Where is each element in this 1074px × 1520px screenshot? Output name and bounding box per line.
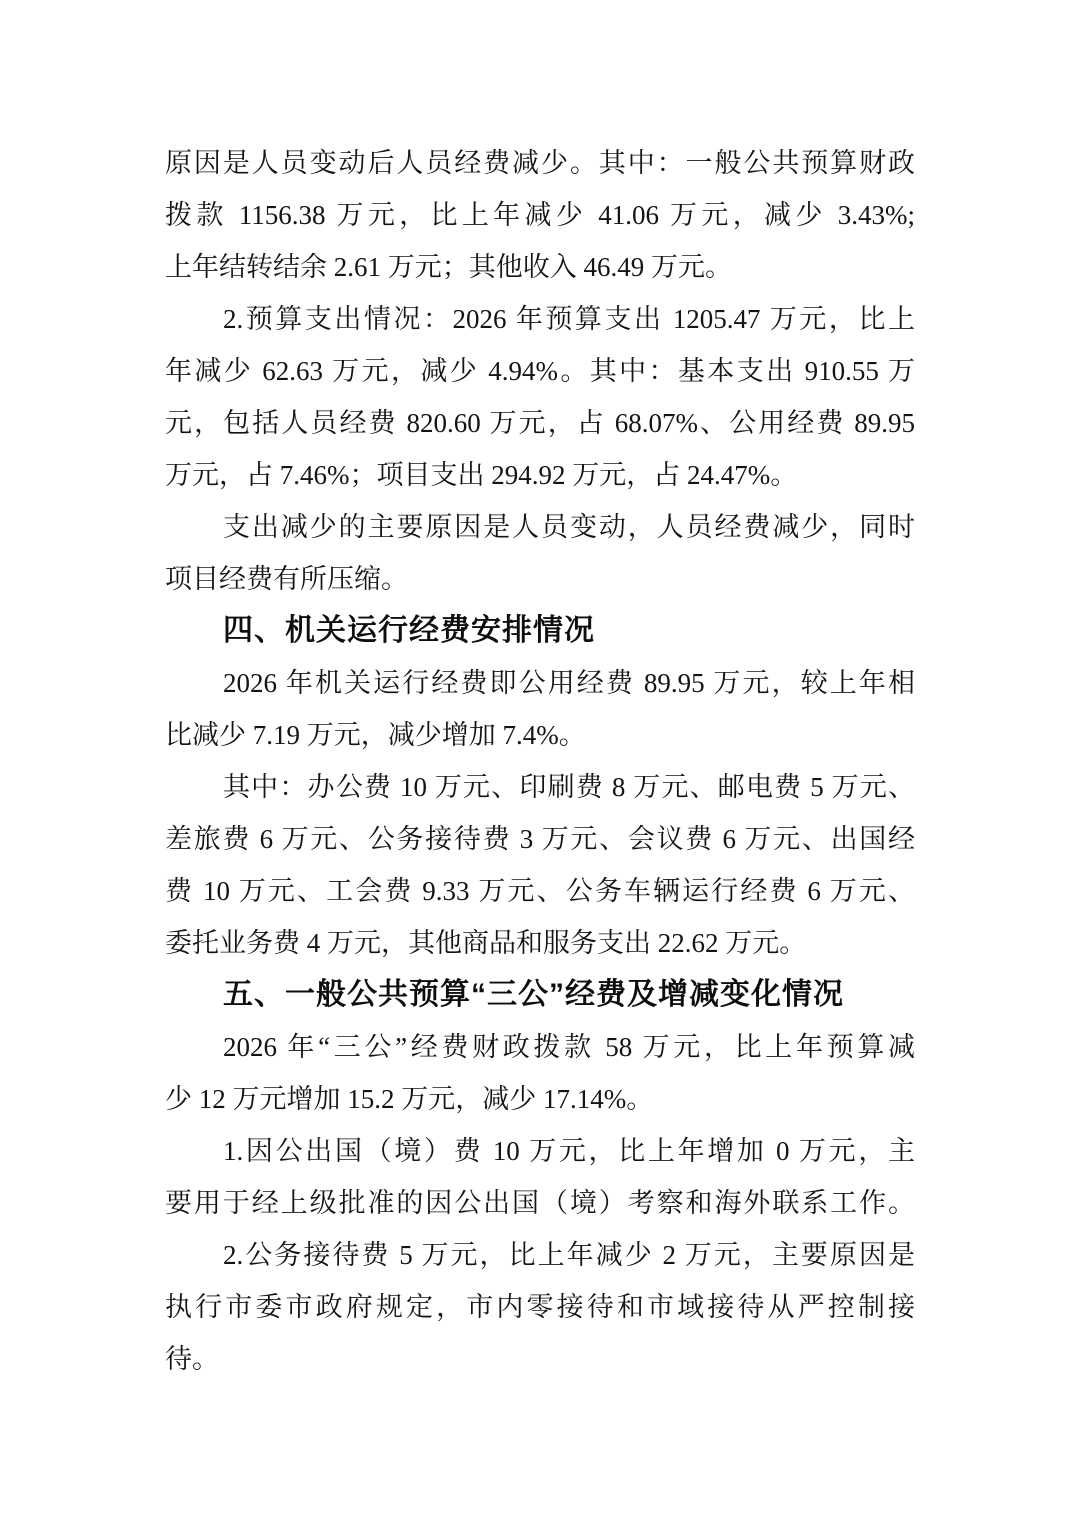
text-line: 2.预算支出情况：2026 年预算支出 1205.47 万元，比上 bbox=[223, 304, 915, 334]
text-line: 项目经费有所压缩。 bbox=[165, 564, 408, 594]
text-line: 2.公务接待费 5 万元，比上年减少 2 万元，主要原因是 bbox=[223, 1240, 915, 1270]
text-line: 2026 年“三公”经费财政拨款 58 万元，比上年预算减 bbox=[223, 1032, 915, 1062]
text-line: 待。 bbox=[165, 1344, 219, 1374]
document-body bbox=[165, 137, 915, 1385]
text-line: 要用于经上级批准的因公出国（境）考察和海外联系工作。 bbox=[165, 1188, 915, 1218]
text-line: 原因是人员变动后人员经费减少。其中：一般公共预算财政 bbox=[165, 148, 915, 178]
text-line: 万元，占 7.46%；项目支出 294.92 万元，占 24.47%。 bbox=[165, 460, 798, 490]
text-line: 其中：办公费 10 万元、印刷费 8 万元、邮电费 5 万元、 bbox=[223, 772, 915, 802]
section-heading: 四、机关运行经费安排情况 bbox=[223, 614, 595, 647]
text-line: 元，包括人员经费 820.60 万元，占 68.07%、公用经费 89.95 bbox=[165, 408, 915, 438]
text-line: 执行市委市政府规定，市内零接待和市域接待从严控制接 bbox=[165, 1292, 915, 1322]
text-line: 支出减少的主要原因是人员变动，人员经费减少，同时 bbox=[223, 512, 915, 542]
text-line: 2026 年机关运行经费即公用经费 89.95 万元，较上年相 bbox=[223, 668, 915, 698]
text-line: 1.因公出国（境）费 10 万元，比上年增加 0 万元，主 bbox=[223, 1136, 915, 1166]
text-line: 差旅费 6 万元、公务接待费 3 万元、会议费 6 万元、出国经 bbox=[165, 824, 915, 854]
text-line: 比减少 7.19 万元，减少增加 7.4%。 bbox=[165, 720, 586, 750]
section-heading: 五、一般公共预算“三公”经费及增减变化情况 bbox=[223, 978, 844, 1011]
text-line: 年减少 62.63 万元，减少 4.94%。其中：基本支出 910.55 万 bbox=[165, 356, 915, 386]
text-line: 少 12 万元增加 15.2 万元，减少 17.14%。 bbox=[165, 1084, 654, 1114]
text-line: 委托业务费 4 万元，其他商品和服务支出 22.62 万元。 bbox=[165, 928, 807, 958]
text-line: 拨款 1156.38 万元，比上年减少 41.06 万元，减少 3.43%; bbox=[165, 200, 915, 230]
text-line: 上年结转结余 2.61 万元；其他收入 46.49 万元。 bbox=[165, 252, 732, 282]
text-line: 费 10 万元、工会费 9.33 万元、公务车辆运行经费 6 万元、 bbox=[165, 876, 915, 906]
